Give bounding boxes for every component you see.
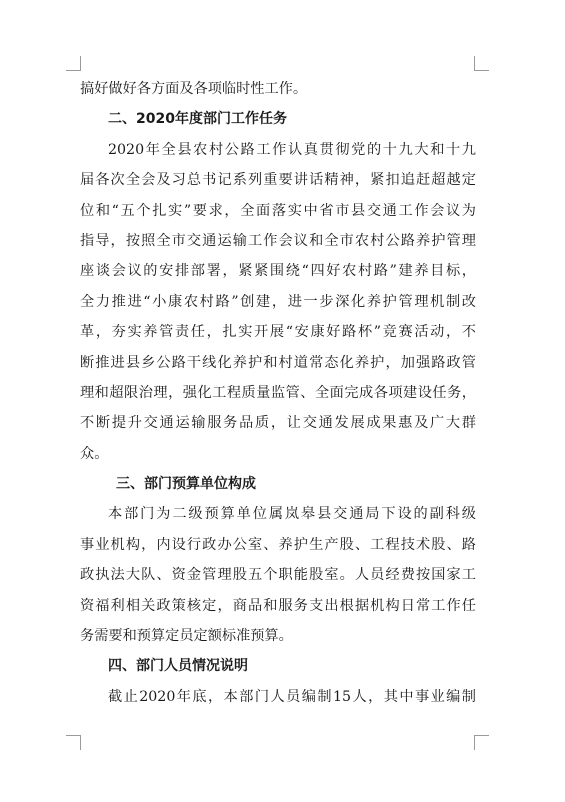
paragraph-line: 届各次全会及习总书记系列重要讲话精神，紧扣追赶超越定 xyxy=(80,172,476,189)
paragraph-line: 搞好做好各方面及各项临时性工作。 xyxy=(80,81,308,97)
document-body xyxy=(80,74,476,712)
paragraph-line: 政执法大队、资金管理股五个职能股室。人员经费按国家工 xyxy=(80,567,476,584)
paragraph-line: 位和“五个扎实”要求，全面落实中省市县交通工作会议为 xyxy=(80,202,476,219)
corner-mark-bottom-right xyxy=(474,735,489,750)
corner-mark-top-right xyxy=(474,56,489,71)
section-heading-4: 四、部门人员情况说明 xyxy=(108,658,248,675)
paragraph-line: 事业机构，内设行政办公室、养护生产股、工程技术股、路 xyxy=(80,536,476,553)
paragraph-line: 众。 xyxy=(80,445,109,462)
section-heading-3: 三、部门预算单位构成 xyxy=(116,476,256,493)
paragraph-line: 资福利相关政策核定，商品和服务支出根据机构日常工作任 xyxy=(80,597,476,614)
corner-mark-bottom-left xyxy=(66,735,81,750)
section-heading-2: 二、2020年度部门工作任务 xyxy=(108,111,287,128)
paragraph-line: 理和超限治理，强化工程质量监管、全面完成各项建设任务， xyxy=(80,384,476,401)
paragraph-line: 务需要和预算定员定额标准预算。 xyxy=(80,628,293,645)
paragraph-line: 断推进县乡公路干线化养护和村道常态化养护，加强路政管 xyxy=(80,354,476,371)
paragraph-line: 截止2020年底，本部门人员编制15人，其中事业编制 xyxy=(108,688,476,705)
paragraph-line: 全力推进“小康农村路”创建，进一步深化养护管理机制改 xyxy=(80,293,476,310)
paragraph-line: 指导，按照全市交通运输工作会议和全市农村公路养护管理 xyxy=(80,232,476,249)
paragraph-line: 不断提升交通运输服务品质，让交通发展成果惠及广大群 xyxy=(80,415,476,432)
corner-mark-top-left xyxy=(66,56,81,71)
paragraph-line: 2020年全县农村公路工作认真贯彻党的十九大和十九 xyxy=(108,141,476,158)
paragraph-line: 革，夯实养管责任，扎实开展“安康好路杯”竞赛活动，不 xyxy=(80,324,476,341)
paragraph-line: 本部门为二级预算单位属岚皋县交通局下设的副科级 xyxy=(108,506,476,523)
paragraph-line: 座谈会议的安排部署，紧紧围绕“四好农村路”建养目标， xyxy=(80,263,476,280)
